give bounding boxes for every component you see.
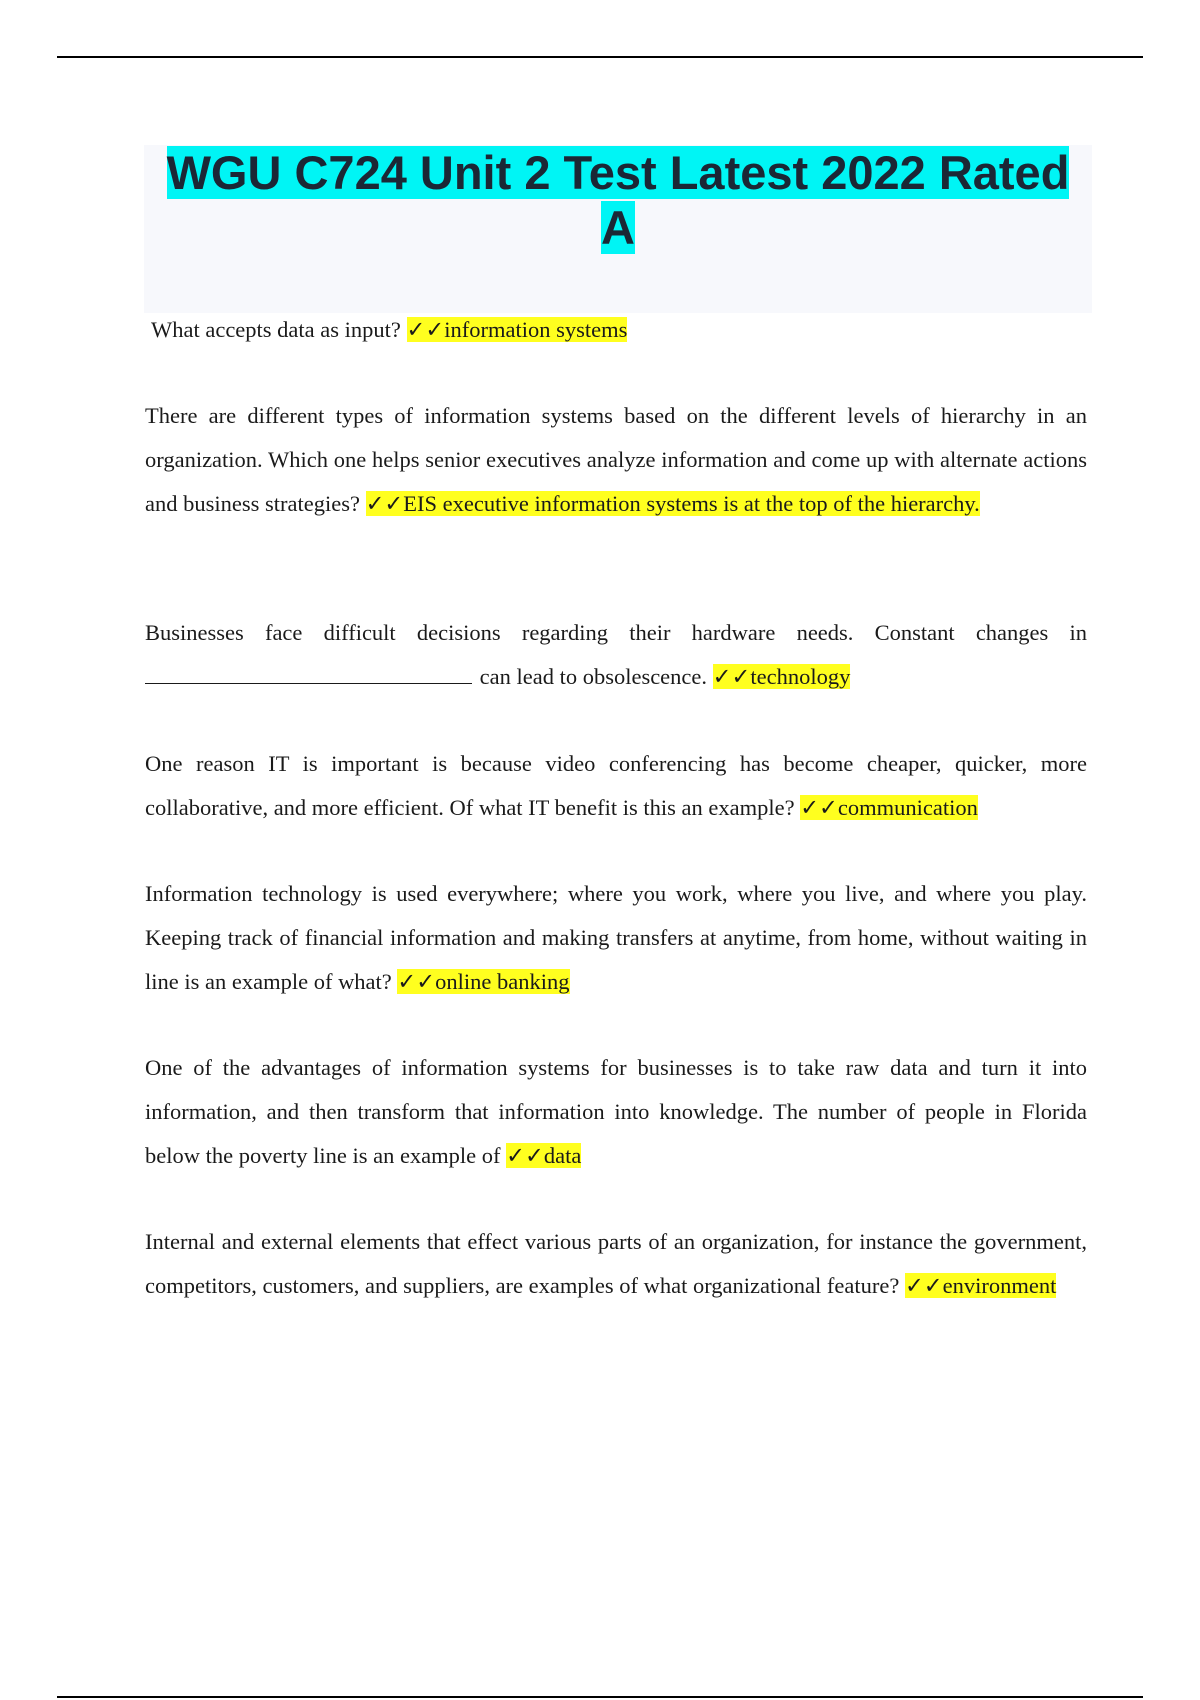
answer-text: data	[543, 1143, 582, 1168]
question-text: One of the advantages of information systems for businesses is to take raw data and turn it into information, and then transform that information into knowledge. The number of people in Florida below the poverty line is an example of	[145, 1055, 1087, 1168]
question-text: One reason IT is important is because video conferencing has become cheaper, quicker, more collaborative, and more efficient. Of what IT benefit is this an example?	[145, 751, 1087, 820]
top-rule	[57, 56, 1143, 58]
bottom-rule	[57, 1696, 1143, 1698]
title-line-1: WGU C724 Unit 2 Test Latest 2022 Rated	[166, 146, 1070, 199]
checkmark-icon: ✓✓	[904, 1273, 943, 1298]
question-text-continued: can lead to obsolescence.	[479, 664, 708, 689]
checkmark-icon: ✓✓	[406, 317, 445, 342]
answer-highlight	[905, 1273, 1056, 1298]
question-text: What accepts data as input?	[151, 317, 401, 342]
checkmark-icon: ✓✓	[712, 664, 751, 689]
checkmark-icon: ✓✓	[800, 795, 838, 820]
question-text: Information technology is used everywhere; where you work, where you live, and where you play. Keeping track of financial information and making transfers at anytime, from home, without waiting in line is an example of what?	[145, 881, 1087, 994]
answer-text: communication	[837, 795, 978, 820]
answer-text: EIS executive information systems is at the top of the hierarchy.	[403, 491, 980, 516]
document-title	[144, 145, 1092, 255]
qa-item-4	[145, 742, 1087, 830]
answer-highlight	[713, 664, 851, 689]
title-line-2: A	[601, 201, 635, 254]
answer-text: technology	[750, 664, 851, 689]
qa-item-1	[151, 308, 1093, 352]
answer-highlight	[407, 317, 628, 342]
answer-highlight	[800, 795, 978, 820]
answer-text: environment	[942, 1273, 1057, 1298]
answer-text: information systems	[444, 317, 628, 342]
qa-item-7	[145, 1220, 1087, 1308]
qa-item-3	[145, 611, 1087, 699]
answer-highlight	[506, 1143, 581, 1168]
qa-item-2	[145, 394, 1087, 526]
checkmark-icon: ✓✓	[506, 1143, 544, 1168]
fill-in-blank	[145, 665, 472, 684]
answer-highlight	[366, 491, 980, 516]
checkmark-icon: ✓✓	[365, 491, 404, 516]
question-text: Internal and external elements that effect various parts of an organization, for instance the government, competitors, customers, and suppliers, are examples of what organizational feature?	[145, 1229, 1087, 1298]
qa-item-6	[145, 1046, 1087, 1178]
title-block	[144, 145, 1092, 313]
question-text: Businesses face difficult decisions regarding their hardware needs. Constant changes in	[145, 620, 1087, 645]
question-text: There are different types of information systems based on the different levels of hierarchy in an organization. Which one helps senior executives analyze information and come up with alternate actions and business strategies?	[145, 403, 1087, 516]
qa-item-5	[145, 872, 1087, 1004]
answer-highlight	[397, 969, 569, 994]
checkmark-icon: ✓✓	[397, 969, 436, 994]
answer-text: online banking	[435, 969, 570, 994]
